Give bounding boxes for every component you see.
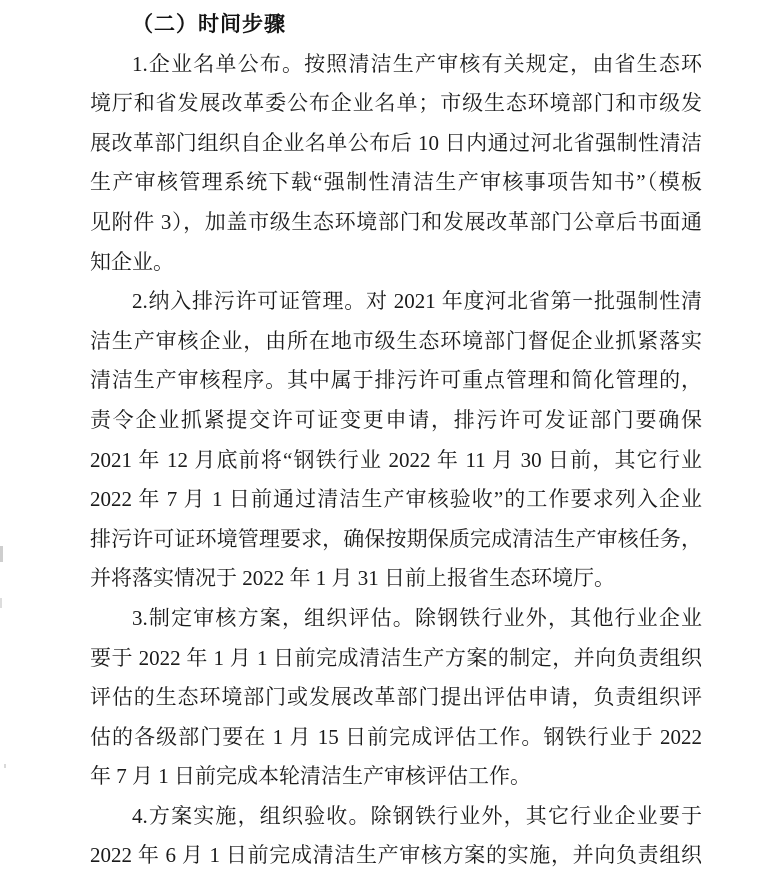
- text-line: 2022 年 7 月 1 日前通过清洁生产审核验收”的工作要求列入企业: [90, 487, 702, 512]
- text-line: 生产审核管理系统下载“强制性清洁生产审核事项告知书”（模板: [90, 170, 702, 195]
- scan-artifact: [0, 598, 2, 608]
- scan-artifact: [0, 546, 3, 562]
- text-line: 4.方案实施，组织验收。除钢铁行业外，其它行业企业要于: [132, 803, 702, 828]
- scan-artifact: [4, 764, 6, 768]
- text-line: 洁生产审核企业，由所在地市级生态环境部门督促企业抓紧落实: [90, 328, 702, 353]
- document-body: [90, 5, 702, 875]
- text-line: 展改革部门组织自企业名单公布后 10 日内通过河北省强制性清洁: [90, 130, 702, 155]
- text-line: 知企业。: [90, 249, 174, 274]
- text-line: 2022 年 6 月 1 日前完成清洁生产审核方案的实施，并向负责组织: [90, 843, 702, 868]
- text-line: 排污许可证环境管理要求，确保按期保质完成清洁生产审核任务，: [90, 526, 702, 551]
- text-line: 2021 年 12 月底前将“钢铁行业 2022 年 11 月 30 日前，其它行业: [90, 447, 702, 472]
- text-line: 并将落实情况于 2022 年 1 月 31 日前上报省生态环境厅。: [90, 566, 615, 591]
- text-line: 境厅和省发展改革委公布企业名单；市级生态环境部门和市级发: [90, 91, 702, 116]
- text-line: 要于 2022 年 1 月 1 日前完成清洁生产方案的制定，并向负责组织: [90, 645, 702, 670]
- text-line: 1.企业名单公布。按照清洁生产审核有关规定，由省生态环: [132, 51, 702, 76]
- text-line: 见附件 3），加盖市级生态环境部门和发展改革部门公章后书面通: [90, 209, 702, 234]
- text-line: 年 7 月 1 日前完成本轮清洁生产审核评估工作。: [90, 764, 531, 789]
- section-heading: （二）时间步骤: [132, 12, 286, 36]
- text-line: 清洁生产审核程序。其中属于排污许可重点管理和简化管理的，: [90, 368, 702, 393]
- text-line: 3.制定审核方案，组织评估。除钢铁行业外，其他行业企业: [132, 605, 702, 630]
- text-line: 估的各级部门要在 1 月 15 日前完成评估工作。钢铁行业于 2022: [90, 724, 702, 749]
- text-line: 责令企业抓紧提交许可证变更申请，排污许可发证部门要确保: [90, 407, 702, 432]
- text-line: 评估的生态环境部门或发展改革部门提出评估申请，负责组织评: [90, 685, 702, 710]
- text-line: 2.纳入排污许可证管理。对 2021 年度河北省第一批强制性清: [132, 289, 702, 314]
